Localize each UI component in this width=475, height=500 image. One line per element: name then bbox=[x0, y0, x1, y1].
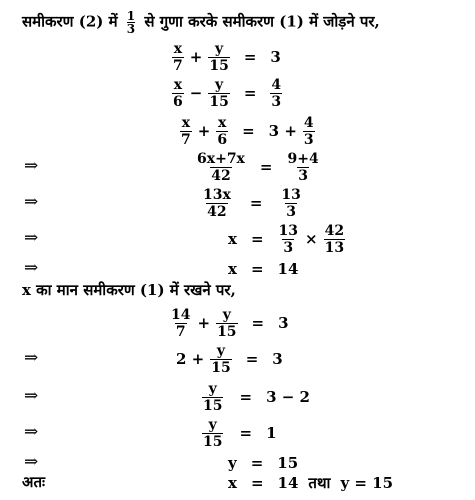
denominator: 42 bbox=[211, 167, 231, 184]
equation-line-9 bbox=[0, 342, 475, 376]
numerator: x bbox=[173, 40, 183, 57]
heading-fraction-den: 3 bbox=[126, 22, 136, 36]
denominator: 13 bbox=[324, 239, 345, 256]
numerator: y bbox=[222, 306, 231, 323]
numerator: y bbox=[215, 40, 224, 57]
denominator: 3 bbox=[286, 203, 297, 220]
equals-sign: = bbox=[251, 314, 265, 332]
equation-line-1 bbox=[0, 40, 475, 74]
equation-5 bbox=[202, 186, 302, 220]
equation-line-8 bbox=[0, 306, 475, 340]
fraction bbox=[170, 308, 191, 339]
numerator: 42 bbox=[324, 222, 345, 239]
equation-line-6 bbox=[0, 222, 475, 256]
implies-arrow-icon: ⇒ bbox=[24, 348, 39, 368]
equation-8 bbox=[170, 306, 289, 340]
implies-arrow-icon: ⇒ bbox=[24, 228, 39, 248]
denominator: 6 bbox=[173, 93, 183, 110]
equation-line-2 bbox=[0, 76, 475, 110]
x-value: 14 bbox=[277, 474, 299, 492]
equation-6 bbox=[228, 222, 345, 256]
rhs-value: 3 bbox=[272, 350, 283, 368]
fraction bbox=[216, 116, 228, 147]
rhs-fraction bbox=[303, 116, 315, 147]
and-word: तथा bbox=[308, 474, 331, 492]
heading-line bbox=[0, 2, 475, 36]
heading-suffix: से गुणा करके समीकरण (1) में जोड़ने पर, bbox=[144, 12, 380, 31]
denominator: 3 bbox=[271, 93, 282, 110]
fraction bbox=[172, 42, 184, 73]
equation-line-11 bbox=[0, 416, 475, 450]
denominator: 7 bbox=[181, 131, 191, 148]
equation-9 bbox=[176, 342, 283, 376]
fraction bbox=[202, 382, 223, 413]
fraction bbox=[196, 152, 246, 183]
substitute-text: x का मान समीकरण (1) में रखने पर, bbox=[22, 281, 236, 299]
numerator: x bbox=[218, 114, 227, 131]
numerator: y bbox=[208, 380, 217, 397]
denominator: 15 bbox=[203, 397, 223, 414]
equation-10 bbox=[202, 380, 310, 414]
heading-fraction-num: 1 bbox=[126, 9, 136, 23]
plus-operator: + bbox=[197, 122, 211, 140]
equals-sign: = bbox=[239, 388, 253, 406]
rhs-value: 15 bbox=[277, 454, 299, 472]
numerator: 13 bbox=[278, 222, 299, 239]
equation-4 bbox=[196, 150, 320, 184]
equation-11 bbox=[202, 416, 277, 450]
rhs-fraction bbox=[286, 152, 319, 183]
equation-line-3 bbox=[0, 114, 475, 148]
fraction bbox=[172, 78, 184, 109]
denominator: 7 bbox=[173, 57, 183, 74]
denominator: 3 bbox=[298, 167, 308, 184]
denominator: 15 bbox=[203, 433, 223, 450]
rhs-value: 3 − 2 bbox=[266, 388, 310, 406]
lhs-prefix: 2 + bbox=[176, 350, 205, 368]
equals-sign: = bbox=[249, 194, 263, 212]
equals-sign: = bbox=[250, 454, 264, 472]
denominator: 6 bbox=[217, 131, 228, 148]
equals-sign: = bbox=[243, 84, 257, 102]
conclusion-label: अतः bbox=[22, 473, 46, 491]
implies-arrow-icon: ⇒ bbox=[24, 258, 39, 278]
implies-arrow-icon: ⇒ bbox=[24, 452, 39, 472]
equals-sign: = bbox=[245, 350, 259, 368]
implies-arrow-icon: ⇒ bbox=[24, 422, 39, 442]
numerator: 6x+7x bbox=[197, 150, 245, 167]
multiply-operator: × bbox=[305, 230, 318, 248]
conclusion-equation bbox=[228, 466, 393, 500]
implies-arrow-icon: ⇒ bbox=[24, 156, 39, 176]
equals-sign: = bbox=[250, 230, 264, 248]
denominator: 42 bbox=[207, 203, 227, 220]
rhs-value: 3 bbox=[278, 314, 289, 332]
equation-line-5 bbox=[0, 186, 475, 220]
fraction bbox=[180, 116, 192, 147]
equals-sign: = bbox=[250, 260, 264, 278]
fraction bbox=[210, 344, 231, 375]
heading-fraction bbox=[127, 10, 135, 35]
numerator: 13 bbox=[281, 186, 301, 203]
denominator: 15 bbox=[209, 57, 229, 74]
implies-arrow-icon: ⇒ bbox=[24, 192, 39, 212]
numerator: 9+4 bbox=[287, 150, 319, 167]
numerator: y bbox=[215, 76, 224, 93]
equals-sign: = bbox=[259, 158, 273, 176]
substitute-line bbox=[0, 274, 475, 308]
numerator: x bbox=[173, 76, 183, 93]
plus-operator: + bbox=[189, 48, 203, 66]
fraction bbox=[208, 42, 229, 73]
rhs-fraction bbox=[270, 78, 282, 109]
implies-arrow-icon: ⇒ bbox=[24, 386, 39, 406]
equals-sign: = bbox=[242, 122, 255, 140]
denominator: 15 bbox=[217, 323, 237, 340]
equation-1 bbox=[172, 40, 281, 74]
conclusion-line bbox=[0, 466, 475, 500]
denominator: 7 bbox=[175, 323, 186, 340]
numerator: x bbox=[181, 114, 191, 131]
denominator: 3 bbox=[303, 131, 314, 148]
numerator: y bbox=[216, 342, 226, 359]
rhs-value: 1 bbox=[266, 424, 277, 442]
rhs-value: 3 bbox=[270, 48, 281, 66]
y-expression: y = 15 bbox=[340, 474, 394, 492]
numerator: 14 bbox=[171, 306, 191, 323]
equation-2 bbox=[172, 76, 282, 110]
heading-text bbox=[22, 10, 380, 35]
numerator: y bbox=[208, 416, 217, 433]
equals-sign: = bbox=[250, 474, 264, 492]
equation-3 bbox=[180, 114, 315, 148]
denominator: 3 bbox=[283, 239, 294, 256]
fraction bbox=[208, 78, 229, 109]
lhs-variable: x bbox=[228, 230, 237, 248]
denominator: 15 bbox=[209, 93, 229, 110]
equals-sign: = bbox=[239, 424, 253, 442]
rhs-prefix: 3 + bbox=[268, 122, 297, 140]
lhs-variable: x bbox=[228, 260, 237, 278]
fraction bbox=[278, 224, 299, 255]
fraction bbox=[324, 224, 345, 255]
minus-operator: − bbox=[189, 84, 203, 102]
numerator: 13x bbox=[203, 186, 231, 203]
denominator: 15 bbox=[211, 359, 231, 376]
equation-line-10 bbox=[0, 380, 475, 414]
fraction bbox=[216, 308, 237, 339]
numerator: 4 bbox=[271, 76, 282, 93]
plus-operator: + bbox=[197, 314, 211, 332]
rhs-value: 14 bbox=[277, 260, 299, 278]
equals-sign: = bbox=[243, 48, 257, 66]
fraction bbox=[202, 418, 223, 449]
rhs-fraction bbox=[280, 188, 301, 219]
fraction bbox=[202, 188, 232, 219]
heading-prefix: समीकरण (2) में bbox=[22, 12, 118, 31]
equation-line-4 bbox=[0, 150, 475, 184]
lhs-variable: y bbox=[228, 454, 237, 472]
numerator: 4 bbox=[303, 114, 314, 131]
x-variable: x bbox=[228, 474, 237, 492]
